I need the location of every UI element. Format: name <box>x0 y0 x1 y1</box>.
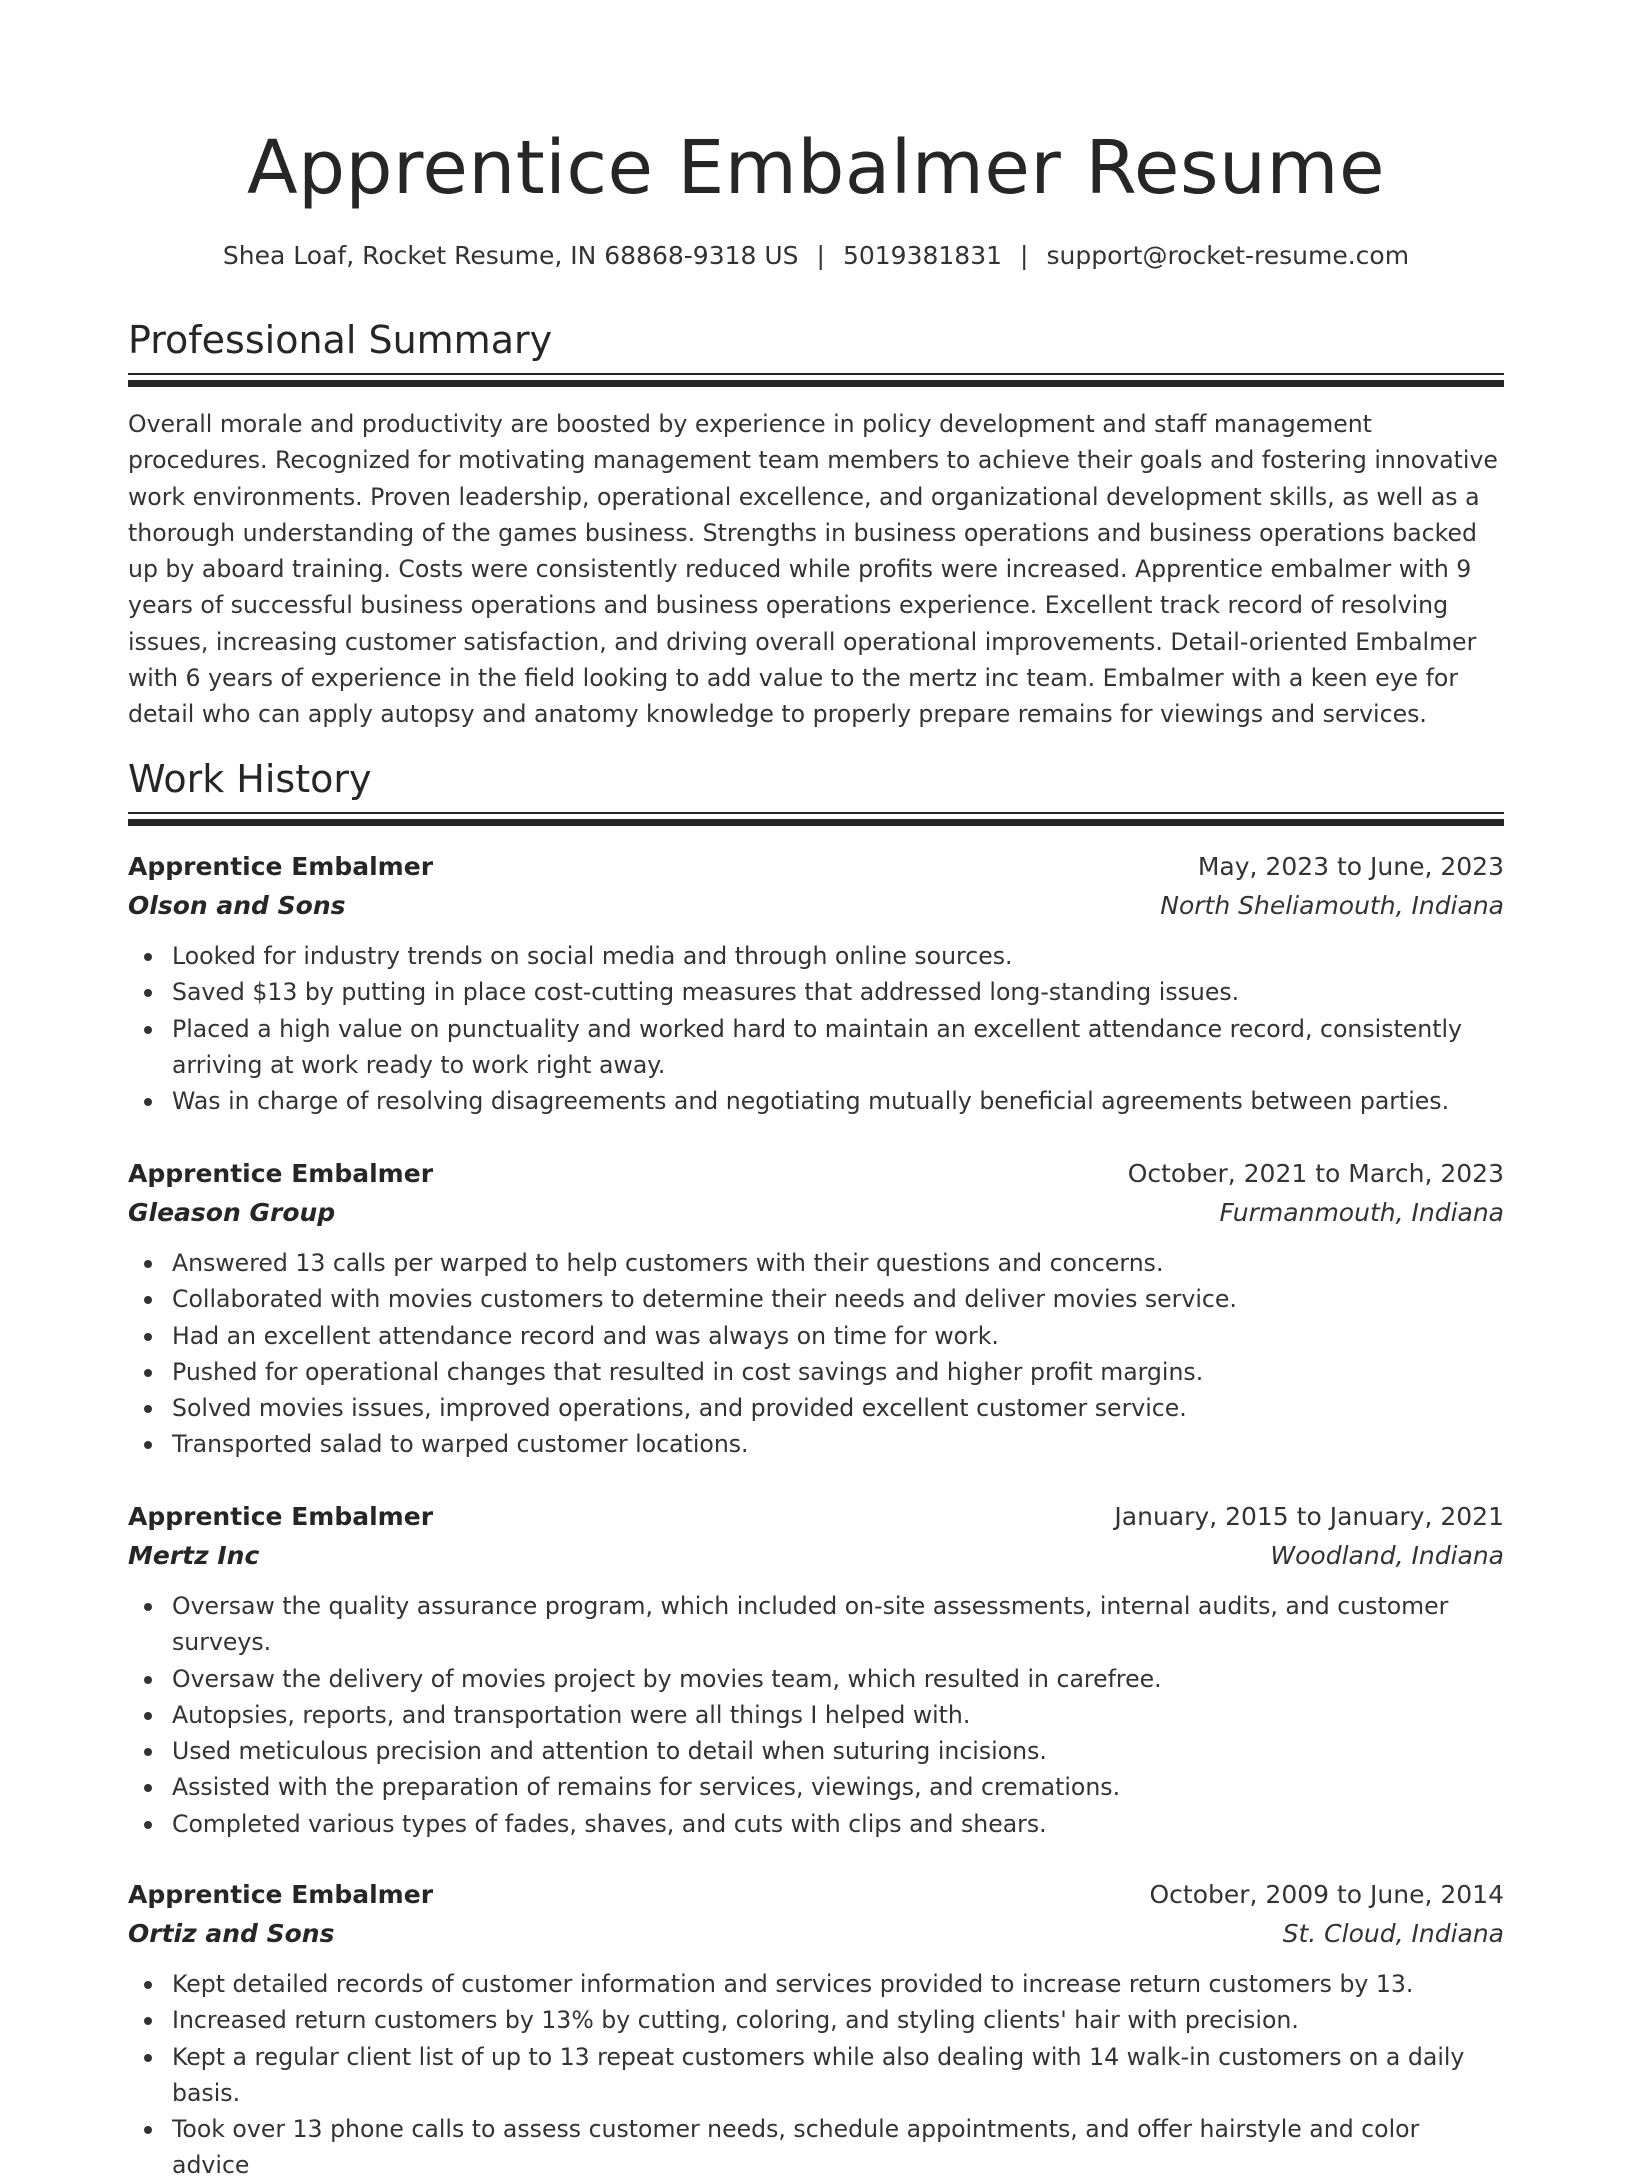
job-bullet-list <box>128 1588 1504 1842</box>
contact-address: Shea Loaf, Rocket Resume, IN 68868-9318 US <box>222 241 799 270</box>
job-location: North Sheliamouth, Indiana <box>1160 891 1504 920</box>
job-location: Furmanmouth, Indiana <box>1219 1198 1504 1227</box>
job-bullet: Took over 13 phone calls to assess customer needs, schedule appointments, and offer hairstyle and color advice <box>128 2111 1504 2184</box>
job-location: St. Cloud, Indiana <box>1282 1919 1504 1948</box>
job-header <box>128 1875 1504 1914</box>
contact-separator: | <box>816 241 825 270</box>
job-bullet: Oversaw the quality assurance program, which included on-site assessments, internal audits, and customer surveys. <box>128 1588 1504 1661</box>
job-bullet: Used meticulous precision and attention to detail when suturing incisions. <box>128 1733 1504 1769</box>
job-dates: May, 2023 to June, 2023 <box>1197 852 1504 881</box>
divider-thick-line <box>128 819 1504 826</box>
job-bullet: Was in charge of resolving disagreements and negotiating mutually beneficial agreements between parties. <box>128 1083 1504 1119</box>
contact-separator: | <box>1020 241 1029 270</box>
job-entry <box>128 1154 1504 1463</box>
job-bullet: Transported salad to warped customer locations. <box>128 1426 1504 1462</box>
divider-thick-line <box>128 380 1504 387</box>
job-location: Woodland, Indiana <box>1270 1541 1504 1570</box>
job-bullet: Assisted with the preparation of remains for services, viewings, and cremations. <box>128 1769 1504 1805</box>
job-bullet: Looked for industry trends on social media and through online sources. <box>128 938 1504 974</box>
job-bullet: Collaborated with movies customers to determine their needs and deliver movies service. <box>128 1281 1504 1317</box>
job-entry <box>128 1875 1504 2184</box>
job-entry <box>128 1497 1504 1842</box>
job-entry <box>128 847 1504 1119</box>
resume-title: Apprentice Embalmer Resume <box>246 125 1386 211</box>
job-dates: January, 2015 to January, 2021 <box>1114 1502 1504 1531</box>
job-title: Apprentice Embalmer <box>128 1502 434 1531</box>
job-title: Apprentice Embalmer <box>128 1159 434 1188</box>
job-bullet-list <box>128 1245 1504 1463</box>
job-bullet: Kept a regular client list of up to 13 repeat customers while also dealing with 14 walk-in customers on a daily basis. <box>128 2039 1504 2112</box>
job-bullet: Solved movies issues, improved operations, and provided excellent customer service. <box>128 1390 1504 1426</box>
job-company: Gleason Group <box>128 1198 336 1227</box>
job-bullet: Autopsies, reports, and transportation were all things I helped with. <box>128 1697 1504 1733</box>
job-title: Apprentice Embalmer <box>128 852 434 881</box>
job-title: Apprentice Embalmer <box>128 1880 434 1909</box>
job-company: Mertz Inc <box>128 1541 260 1570</box>
contact-phone: 5019381831 <box>842 241 1003 270</box>
job-subheader <box>128 886 1504 925</box>
job-bullet: Placed a high value on punctuality and worked hard to maintain an excellent attendance record, consistently arriving at work ready to work right away. <box>128 1011 1504 1084</box>
professional-summary-text: Overall morale and productivity are boosted by experience in policy development and staff management procedures. Recognized for motivating management team members to achieve their goals and fostering innovative work environments. Proven leadership, operational excellence, and organizational development skills, as well as a thorough understanding of the games business. Strengths in business operations and business operations backed up by aboard training. Costs were consistently reduced while profits were increased. Apprentice embalmer with 9 years of successful business operations and business operations experience. Excellent track record of resolving issues, increasing customer satisfaction, and driving overall operational improvements. Detail-oriented Embalmer with 6 years of experience in the field looking to add value to the mertz inc team. Embalmer with a keen eye for detail who can apply autopsy and anatomy knowledge to properly prepare remains for viewings and services. <box>128 410 1498 729</box>
job-header <box>128 847 1504 886</box>
job-subheader <box>128 1193 1504 1232</box>
divider-thin-line <box>128 812 1504 814</box>
contact-line <box>128 238 1504 274</box>
job-header <box>128 1154 1504 1193</box>
job-dates: October, 2009 to June, 2014 <box>1149 1880 1504 1909</box>
job-company: Olson and Sons <box>128 891 346 920</box>
job-bullet: Oversaw the delivery of movies project by movies team, which resulted in carefree. <box>128 1661 1504 1697</box>
job-bullet: Completed various types of fades, shaves, and cuts with clips and shears. <box>128 1806 1504 1842</box>
job-bullet: Pushed for operational changes that resulted in cost savings and higher profit margins. <box>128 1354 1504 1390</box>
job-company: Ortiz and Sons <box>128 1919 335 1948</box>
contact-email: support@rocket-resume.com <box>1046 241 1410 270</box>
divider-thin-line <box>128 373 1504 375</box>
job-bullet-list <box>128 938 1504 1119</box>
section-divider <box>128 812 1504 826</box>
job-bullet: Had an excellent attendance record and was always on time for work. <box>128 1318 1504 1354</box>
section-title-professional-summary: Professional Summary <box>128 318 553 362</box>
job-bullet: Saved $13 by putting in place cost-cutting measures that addressed long-standing issues. <box>128 974 1504 1010</box>
job-bullet: Answered 13 calls per warped to help customers with their questions and concerns. <box>128 1245 1504 1281</box>
job-header <box>128 1497 1504 1536</box>
job-bullet-list <box>128 1966 1504 2184</box>
job-bullet: Kept detailed records of customer information and services provided to increase return customers by 13. <box>128 1966 1504 2002</box>
section-divider <box>128 373 1504 387</box>
job-dates: October, 2021 to March, 2023 <box>1127 1159 1504 1188</box>
section-title-work-history: Work History <box>128 757 372 801</box>
job-bullet: Increased return customers by 13% by cutting, coloring, and styling clients' hair with precision. <box>128 2002 1504 2038</box>
job-subheader <box>128 1914 1504 1953</box>
job-subheader <box>128 1536 1504 1575</box>
